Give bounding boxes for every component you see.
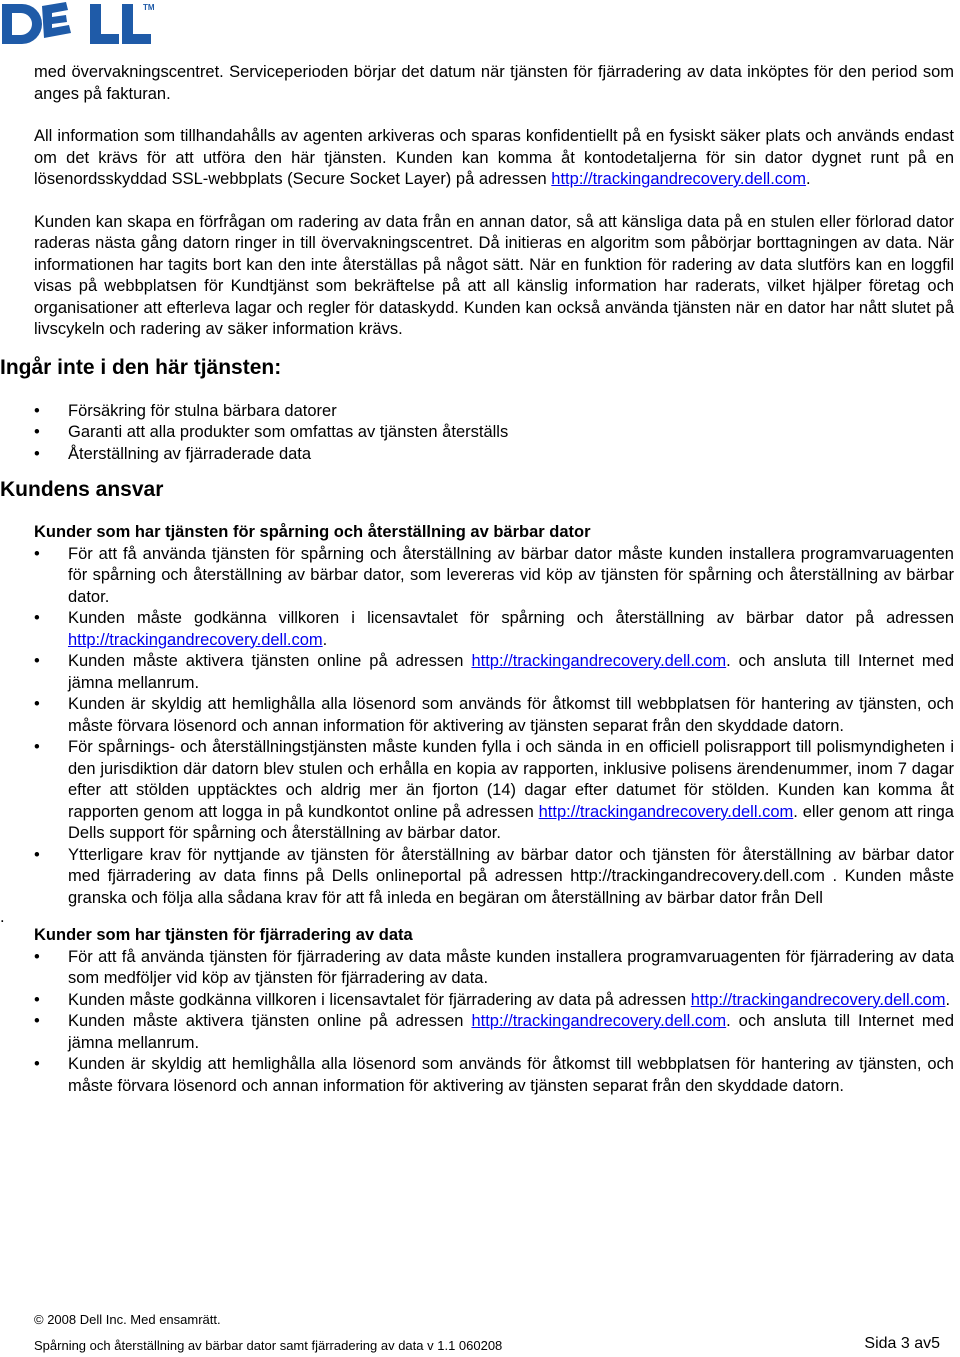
- list-item-text: Kunden måste godkänna villkoren i licensavtalet för spårning och återställning av bärbar dator på adressen: [68, 609, 954, 627]
- intro-paragraph-3: Kunden kan skapa en förfrågan om radering av data från en annan dator, så att känsliga data på en stulen eller förlorad dator raderas nästa gång datorn ringer in till övervakningscentret. Då initieras en algoritm som påbörjar borttagningen av data. När informationen har tagits bort kan den inte återställas på något sätt. När en funktion för radering av data slutförs kan en loggfil visas på webbplatsen för Kundtjänst som bekräftelse på att all känslig information har raderats, vilket hjälper företag och organisationer att efterleva lagar och regler för dataskydd. Kunden kan också använda tjänsten när en dator har nått slutet på livscykeln och radering av säker information krävs.: [34, 212, 954, 338]
- footer-doc-title: Spårning och återställning av bärbar dator samt fjärradering av data v 1.1 060208: [34, 1338, 503, 1353]
- excluded-heading: Ingår inte i den här tjänsten:: [0, 355, 282, 379]
- list-item-text-end: . eller genom att ringa Dells support för spårning och återställning av bärbar dator.: [68, 802, 954, 842]
- list-item: • Återställning av fjärraderade data: [34, 444, 312, 463]
- list-item: • För att få använda tjänsten för spårning och återställning av bärbar dator måste kunden installera programvaruagenten för spårning och återställning av bärbar dator, som levereras vid köp av tjänsten för spårning och återställning av bärbar dator.: [34, 544, 954, 606]
- page-number: Sida 3 av5: [864, 1335, 940, 1352]
- tracking-subheading: Kunder som har tjänsten för spårning och återställning av bärbar dator: [34, 523, 591, 541]
- list-item: • Kunden måste aktivera tjänsten online på adressen http://trackingandrecovery.dell.com. och ansluta till Internet med jämna mellanrum.: [34, 652, 954, 692]
- responsibility-heading: Kundens ansvar: [0, 478, 164, 501]
- list-item: • Garanti att alla produkter som omfattas av tjänsten återställs: [34, 423, 509, 441]
- list-item-text-end: . och ansluta till Internet med jämna mellanrum.: [68, 652, 954, 692]
- list-item: • Ytterligare krav för nyttjande av tjänsten för återställning av bärbar dator och tjänsten för återställning av bärbar dator med fjärradering av data finns på Dells onlineportal på adressen http://trackingandrecovery.dell.com . Kunden måste granska och följa alla sådana krav för att få inleda en begäran om återställning av bärbar dator från Dell: [34, 845, 954, 907]
- intro-paragraph-2-end: .: [805, 170, 811, 188]
- svg-text:TM: TM: [143, 3, 155, 12]
- stray-dot: .: [0, 908, 5, 926]
- list-item: • Kunden är skyldig att hemlighålla alla lösenord som används för åtkomst till webbplatsen för hantering av tjänsten, och måste förvara lösenord och annan information för aktivering av tjänsten separat från den skyddade datorn.: [34, 1055, 954, 1095]
- wipe-list: [34, 947, 954, 1098]
- list-item: • Kunden måste godkänna villkoren i licensavtalet för fjärradering av data på adressen http://trackingandrecovery.dell.com.: [34, 990, 951, 1009]
- tracking-link[interactable]: http://trackingandrecovery.dell.com: [551, 170, 806, 188]
- tracking-link[interactable]: http://trackingandrecovery.dell.com: [690, 990, 946, 1009]
- tracking-link[interactable]: http://trackingandrecovery.dell.com: [471, 1012, 727, 1030]
- list-item: • Kunden är skyldig att hemlighålla alla lösenord som används för åtkomst till webbplatsen för hantering av tjänsten, och måste förvara lösenord och annan information för aktivering av tjänsten separat från den skyddade datorn.: [34, 695, 954, 735]
- list-item: • För att få använda tjänsten för fjärradering av data måste kunden installera programvaruagenten för fjärradering av data som medföljer vid köp av tjänsten för fjärradering av data.: [34, 947, 954, 987]
- intro-paragraph-1: med övervakningscentret. Serviceperioden börjar det datum när tjänsten för fjärradering av data inköptes för den period som anges på fakturan.: [34, 63, 954, 103]
- list-item-text: Försäkring för stulna bärbara datorer: [68, 401, 337, 420]
- intro-paragraph-2-text: All information som tillhandahålls av agenten arkiveras och sparas konfidentiellt på en fysiskt säker plats och används endast om det krävs för att utföra den här tjänsten. Kunden kan komma åt kontodetaljerna för sin dator dygnet runt på en lösenordsskyddad SSL-webbplats (Secure Socket Layer) på adressen: [34, 127, 954, 188]
- excluded-list: [34, 401, 954, 466]
- list-item-text: För att få använda tjänsten för fjärradering av data måste kunden installera programvaruagenten för fjärradering av data som medföljer vid köp av tjänsten för fjärradering av data.: [68, 947, 954, 987]
- list-item-text: Kunden måste aktivera tjänsten online på adressen: [68, 1012, 472, 1030]
- list-item-text: Kunden är skyldig att hemlighålla alla lösenord som används för åtkomst till webbplatsen för hantering av tjänsten, och måste förvara lösenord och annan information för aktivering av tjänsten separat från den skyddade datorn.: [68, 695, 954, 735]
- list-item: • Kunden måste godkänna villkoren i licensavtalet för spårning och återställning av bärbar dator på adressen http://trackingandrecovery.dell.com.: [34, 609, 954, 649]
- document-body: [0, 62, 954, 1097]
- tracking-link[interactable]: http://trackingandrecovery.dell.com: [538, 802, 794, 821]
- intro-paragraph-2: [34, 126, 954, 191]
- list-item-text-end: . och ansluta till Internet med jämna mellanrum.: [68, 1012, 954, 1052]
- dell-logo: [0, 0, 160, 50]
- list-item: • För spårnings- och återställningstjänsten måste kunden fylla i och sända in en officiell polisrapport till polismyndigheten i den jurisdiktion där datorn blev stulen och erhålla en kopia av rapporten, inklusive polisens ärendenummer, inom 7 dagar efter att stölden upptäcktes och aldrig mer än fjorton (14) dagar efter datumet för stölden. Kunden kan komma åt rapporten genom att logga in på kundkontot online på adressen http://trackingandrecovery.dell.com. eller genom att ringa Dells support för spårning och återställning av bärbar dator.: [34, 738, 954, 842]
- list-item-text: Kunden måste aktivera tjänsten online på adressen: [68, 652, 472, 670]
- wipe-subheading: Kunder som har tjänsten för fjärradering av data: [34, 926, 413, 944]
- list-item: • Försäkring för stulna bärbara datorer: [34, 401, 337, 420]
- list-item-text: För att få använda tjänsten för spårning och återställning av bärbar dator måste kunden installera programvaruagenten för spårning och återställning av bärbar dator, som levereras vid köp av tjänsten för spårning och återställning av bärbar dator.: [68, 544, 954, 606]
- list-item-text-end: .: [945, 990, 951, 1009]
- footer: [34, 1335, 940, 1354]
- list-item-text: Ytterligare krav för nyttjande av tjänsten för återställning av bärbar dator och tjänsten för återställning av bärbar dator med fjärradering av data finns på Dells onlineportal på adressen http://trackingandrecovery.dell.com . Kunden måste granska och följa alla sådana krav för att få inleda en begäran om återställning av bärbar dator från Dell: [68, 845, 954, 907]
- tracking-link[interactable]: http://trackingandrecovery.dell.com: [68, 630, 323, 649]
- list-item-text: För spårnings- och återställningstjänsten måste kunden fylla i och sända in en officiell polisrapport till polismyndigheten i den jurisdiktion där datorn blev stulen och erhålla en kopia av rapporten, inklusive polisens ärendenummer, inom 7 dagar efter att stölden upptäcktes och aldrig mer än fjorton (14) dagar efter datumet för stölden. Kunden kan komma åt rapporten genom att logga in på kundkontot online på adressen: [68, 738, 954, 821]
- list-item-text: Kunden måste godkänna villkoren i licensavtalet för fjärradering av data på adressen: [68, 990, 691, 1009]
- list-item-text: Återställning av fjärraderade data: [68, 444, 312, 463]
- tracking-list: [34, 544, 954, 910]
- list-item-text: Garanti att alla produkter som omfattas av tjänsten återställs: [68, 423, 509, 441]
- tracking-link[interactable]: http://trackingandrecovery.dell.com: [471, 652, 727, 670]
- footer-copyright: © 2008 Dell Inc. Med ensamrätt.: [34, 1312, 221, 1327]
- list-item: • Kunden måste aktivera tjänsten online på adressen http://trackingandrecovery.dell.com. och ansluta till Internet med jämna mellanrum.: [34, 1012, 954, 1052]
- list-item-text: Kunden är skyldig att hemlighålla alla lösenord som används för åtkomst till webbplatsen för hantering av tjänsten, och måste förvara lösenord och annan information för aktivering av tjänsten separat från den skyddade datorn.: [68, 1055, 954, 1095]
- list-item-text-end: .: [322, 630, 328, 649]
